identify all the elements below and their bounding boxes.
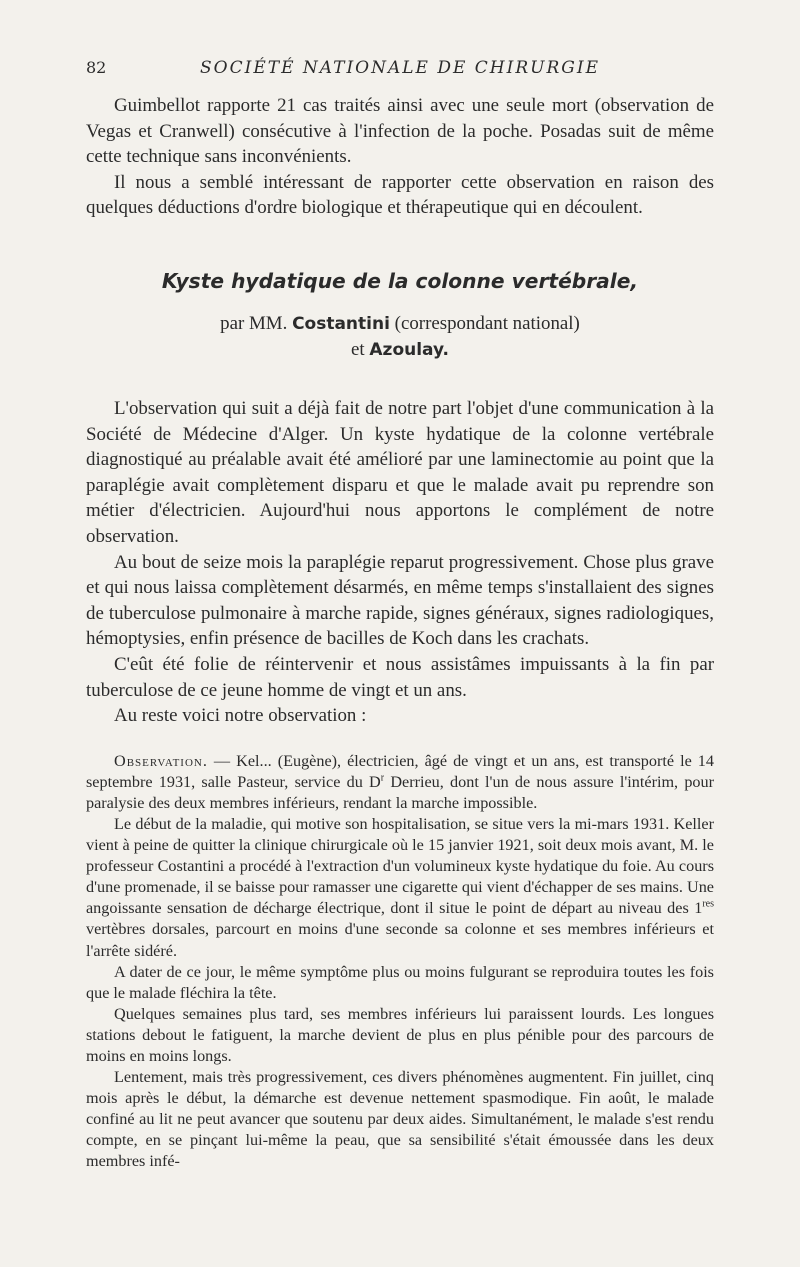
observation-text: Derrieu, dont l'un de nous assure l'intérim, pour paralysie des deux membres inférieurs, rendant la marche impossible. [86, 772, 715, 812]
observation-label: Observation. [114, 751, 208, 770]
author-role: (correspondant national) [394, 312, 580, 334]
article-title: Kyste hydatique de la colonne vertébrale, [161, 268, 639, 293]
article-body [86, 396, 714, 729]
observation-text: Le début de la maladie, qui motive son hospitalisation, se situe vers la mi-mars 1931. Keller vient à peine de quitter la clinique chirurgicale où le 15 janvier 1921, soit deux mois avant, M. le professeur Costantini a procédé à l'extraction d'un volumineux kyste hydatique du foie. Au cours d'une promenade, il se baisse pour ramasser une cigarette qui vient d'échapper de ses mains. Une angoissante sensation de décharge électrique, dont il situe le point de départ au niveau des 1 [86, 814, 714, 918]
running-title: SOCIÉTÉ NATIONALE DE CHIRURGIE [200, 58, 600, 78]
page-number: 82 [86, 58, 107, 77]
author-name: Costantini [292, 313, 390, 334]
byline [86, 311, 714, 363]
superscript: r [380, 772, 385, 784]
observation-paragraph [86, 814, 714, 962]
and-word: et [351, 338, 365, 360]
superscript: res [702, 898, 714, 910]
paragraph: Au bout de seize mois la paraplégie reparut progressivement. Chose plus grave et qui nous laissa complètement désarmés, en même temps s'installaient des signes de tuberculose pulmonaire à marche rapide, signes généraux, signes radiologiques, hémoptysies, enfin présence de bacilles de Koch dans les crachats. [86, 551, 714, 650]
observation-paragraph [86, 751, 714, 814]
observation-text: vertèbres dorsales, parcourt en moins d'une seconde sa colonne et ses membres inférieurs et l'arrête sidéré. [86, 920, 714, 960]
author-name: Azoulay. [369, 339, 449, 360]
paragraph: C'eût été folie de réintervenir et nous assistâmes impuissants à la fin par tuberculose de ce jeune homme de vingt et un ans. [86, 653, 714, 701]
page-header [86, 58, 714, 82]
paragraph: Il nous a semblé intéressant de rapporter cette observation en raison des quelques déductions d'ordre biologique et thérapeutique qui en découlent. [86, 171, 714, 219]
paragraph: Guimbellot rapporte 21 cas traités ainsi avec une seule mort (observation de Vegas et Cranwell) consécutive à l'infection de la poche. Posadas suit de même cette technique sans inconvénients. [86, 95, 714, 168]
intro-section [86, 93, 714, 221]
observation-paragraph: A dater de ce jour, le même symptôme plus ou moins fulgurant se reproduira toutes les fois que le malade fléchira la tête. [86, 962, 714, 1002]
paragraph: Au reste voici notre observation : [114, 705, 367, 727]
observation-text: — Kel... (Eugène), électricien, âgé de vingt et un ans, est transporté le 14 septembre 1931, salle Pasteur, service du D [86, 751, 714, 791]
page-body [86, 93, 714, 1173]
observation-paragraph: Quelques semaines plus tard, ses membres inférieurs lui paraissent lourds. Les longues stations debout le fatiguent, la marche devient de plus en plus pénible pour des parcours de moins en moins longs. [86, 1004, 714, 1065]
observation-paragraph: Lentement, mais très progressivement, ces divers phénomènes augmentent. Fin juillet, cinq mois après le début, la démarche est devenue nettement spasmodique. Fin août, le malade confiné au lit ne peut avancer que soutenu par deux aides. Simultanément, le malade s'est rendu compte, en se pinçant lui-même la peau, que sa sensibilité s'était émoussée dans les deux membres infé- [86, 1068, 714, 1171]
paragraph: L'observation qui suit a déjà fait de notre part l'objet d'une communication à la Société de Médecine d'Alger. Un kyste hydatique de la colonne vertébrale diagnostiqué au préalable avait été amélioré par une laminectomie au point que la paraplégie avait complètement disparu et que le malade avait pu reprendre son métier d'électricien. Aujourd'hui nous apportons le complément de notre observation. [86, 397, 714, 547]
by-prefix: par MM. [220, 312, 288, 334]
observation-section [86, 751, 714, 1173]
